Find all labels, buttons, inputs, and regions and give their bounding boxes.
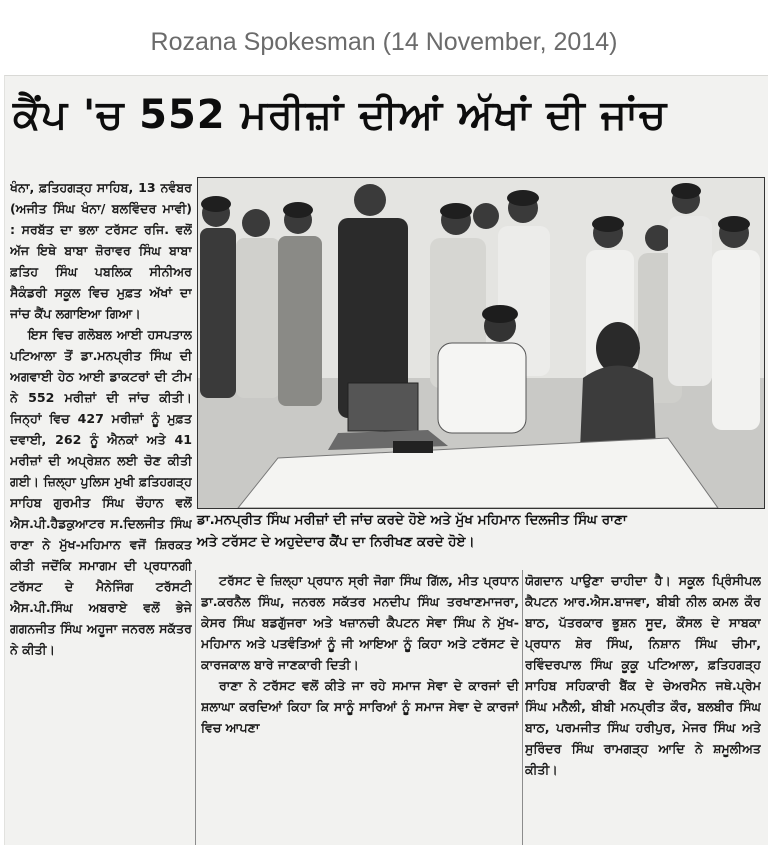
newspaper-clipping — [4, 75, 768, 845]
source-line: Rozana Spokesman (14 November, 2014) — [150, 28, 618, 56]
article-paragraph: ਰਾਣਾ ਨੇ ਟਰੱਸਟ ਵਲੋਂ ਕੀਤੇ ਜਾ ਰਹੇ ਸਮਾਜ ਸੇਵਾ ਦੇ ਕਾਰਜਾਂ ਦੀ ਸ਼ਲਾਘਾ ਕਰਦਿਆਂ ਕਿਹਾ ਕਿ ਸਾਨੂੰ ਸਾਰਿਆਂ ਨੂੰ ਸਮਾਜ ਸੇਵਾ ਦੇ ਕਾਰਜਾਂ ਵਿਚ ਆਪਣਾ — [201, 678, 519, 735]
article-column-1 — [10, 177, 192, 845]
news-photo — [197, 177, 765, 509]
article-column-2 — [201, 570, 519, 845]
column-divider — [522, 570, 523, 845]
article-column-3 — [525, 570, 761, 845]
photo-caption: ਡਾ.ਮਨਪ੍ਰੀਤ ਸਿੰਘ ਮਰੀਜ਼ਾਂ ਦੀ ਜਾਂਚ ਕਰਦੇ ਹੋਏ ਅਤੇ ਮੁੱਖ ਮਹਿਮਾਨ ਦਿਲਜੀਤ ਸਿੰਘ ਰਾਣਾ ਅਤੇ ਟਰੱਸਟ ਦੇ ਅਹੁਦੇਦਾਰ ਕੈਂਪ ਦਾ ਨਿਰੀਖਣ ਕਰਦੇ ਹੋਏ। — [197, 512, 627, 550]
headline: ਕੈਂਪ 'ਚ 552 ਮਰੀਜ਼ਾਂ ਦੀਆਂ ਅੱਖਾਂ ਦੀ ਜਾਂਚ — [13, 92, 667, 138]
article-paragraph: ਯੋਗਦਾਨ ਪਾਉਣਾ ਚਾਹੀਦਾ ਹੈ। ਸਕੂਲ ਪ੍ਰਿੰਸੀਪਲ ਕੈਪਟਨ ਆਰ.ਐਸ.ਬਾਜਵਾ, ਬੀਬੀ ਨੀਲ ਕਮਲ ਕੌਰ ਬਾਠ, ਪੱਤਰਕਾਰ ਭੂਸ਼ਨ ਸੂਦ, ਕੌਂਸਲ ਦੇ ਸਾਬਕਾ ਪ੍ਰਧਾਨ ਸ਼ੇਰ ਸਿੰਘ, ਨਿਸ਼ਾਨ ਸਿੰਘ ਚੀਮਾ, ਰਵਿੰਦਰਪਾਲ ਸਿੰਘ ਕੂਕੂ ਪਟਿਆਲਾ, ਫ਼ਤਿਹਗੜ੍ਹ ਸਾਹਿਬ ਸਹਿਕਾਰੀ ਬੈਂਕ ਦੇ ਚੇਅਰਮੈਨ ਜਥੇ.ਪ੍ਰੇਮ ਸਿੰਘ ਮਨੈਲੀ, ਬੀਬੀ ਮਨਪ੍ਰੀਤ ਕੌਰ, ਬਲਬੀਰ ਸਿੰਘ ਬਾਠ, ਪਰਮਜੀਤ ਸਿੰਘ ਹਰੀਪੁਰ, ਮੇਜਰ ਸਿੰਘ ਅਤੇ ਸੁਰਿੰਦਰ ਸਿੰਘ ਰਾਮਗੜ੍ਹ ਆਦਿ ਨੇ ਸ਼ਮੂਲੀਅਤ ਕੀਤੀ। — [525, 573, 761, 777]
article-paragraph: ਟਰੱਸਟ ਦੇ ਜ਼ਿਲ੍ਹਾ ਪ੍ਰਧਾਨ ਸ੍ਰੀ ਜੋਗਾ ਸਿੰਘ ਗਿੱਲ, ਮੀਤ ਪ੍ਰਧਾਨ ਡਾ.ਕਰਨੈਲ ਸਿੰਘ, ਜਨਰਲ ਸਕੱਤਰ ਮਨਦੀਪ ਸਿੰਘ ਤਰਖਾਣਮਾਜਰਾ, ਕੇਸਰ ਸਿੰਘ ਬਡਗੁੱਜਰਾ ਅਤੇ ਖਜ਼ਾਨਚੀ ਕੈਪਟਨ ਸੇਵਾ ਸਿੰਘ ਨੇ ਮੁੱਖ-ਮਹਿਮਾਨ ਅਤੇ ਪਤਵੰਤਿਆਂ ਨੂੰ ਜੀ ਆਇਆ ਨੂੰ ਕਿਹਾ ਅਤੇ ਟਰੱਸਟ ਦੇ ਕਾਰਜਕਾਲ ਬਾਰੇ ਜਾਣਕਾਰੀ ਦਿਤੀ। — [201, 573, 519, 672]
column-divider — [195, 570, 196, 845]
photo-illustration — [198, 178, 764, 508]
article-paragraph: ਇਸ ਵਿਚ ਗਲੋਬਲ ਆਈ ਹਸਪਤਾਲ ਪਟਿਆਲਾ ਤੋਂ ਡਾ.ਮਨਪ੍ਰੀਤ ਸਿੰਘ ਦੀ ਅਗਵਾਈ ਹੇਠ ਆਈ ਡਾਕਟਰਾਂ ਦੀ ਟੀਮ ਨੇ 552 ਮਰੀਜ਼ਾਂ ਦੀ ਜਾਂਚ ਕੀਤੀ। ਜਿਨ੍ਹਾਂ ਵਿਚ 427 ਮਰੀਜ਼ਾਂ ਨੂੰ ਮੁਫ਼ਤ ਦਵਾਈ, 262 ਨੂੰ ਐਨਕਾਂ ਅਤੇ 41 ਮਰੀਜ਼ਾਂ ਦੀ ਅਪ੍ਰੇਸ਼ਨ ਲਈ ਚੋਣ ਕੀਤੀ ਗਈ। ਜ਼ਿਲ੍ਹਾ ਪੁਲਿਸ ਮੁਖੀ ਫ਼ਤਿਹਗੜ੍ਹ ਸਾਹਿਬ ਗੁਰਮੀਤ ਸਿੰਘ ਚੌਹਾਨ ਵਲੋਂ ਐਸ.ਪੀ.ਹੈਡਕੁਆਟਰ ਸ.ਦਿਲਜੀਤ ਸਿੰਘ ਰਾਣਾ ਨੇ ਮੁੱਖ-ਮਹਿਮਾਨ ਵਜੋਂ ਸ਼ਿਰਕਤ ਕੀਤੀ ਜਦੋਂਕਿ ਸਮਾਗਮ ਦੀ ਪ੍ਰਧਾਨਗੀ ਟਰੱਸਟ ਦੇ ਮੈਨੇਜਿੰਗ ਟਰੱਸਟੀ ਐਸ.ਪੀ.ਸਿੰਘ ਅਬਰਾਏ ਵਲੋਂ ਭੇਜੇ ਗਗਨਜੀਤ ਸਿੰਘ ਅਹੂਜਾ ਜਨਰਲ ਸਕੱਤਰ ਨੇ ਕੀਤੀ। — [10, 327, 192, 657]
article-paragraph: ਖੰਨਾ, ਫ਼ਤਿਹਗੜ੍ਹ ਸਾਹਿਬ, 13 ਨਵੰਬਰ (ਅਜੀਤ ਸਿੰਘ ਖੰਨਾ/ ਬਲਵਿੰਦਰ ਮਾਵੀ) : ਸਰਬੱਤ ਦਾ ਭਲਾ ਟਰੱਸਟ ਰਜਿ. ਵਲੋਂ ਅੱਜ ਇਥੇ ਬਾਬਾ ਜ਼ੋਰਾਵਰ ਸਿੰਘ ਬਾਬਾ ਫ਼ਤਿਹ ਸਿੰਘ ਪਬਲਿਕ ਸੀਨੀਅਰ ਸੈਕੰਡਰੀ ਸਕੂਲ ਵਿਚ ਮੁਫ਼ਤ ਅੱਖਾਂ ਦਾ ਜਾਂਚ ਕੈਂਪ ਲਗਾਇਆ ਗਿਆ। — [10, 180, 192, 321]
